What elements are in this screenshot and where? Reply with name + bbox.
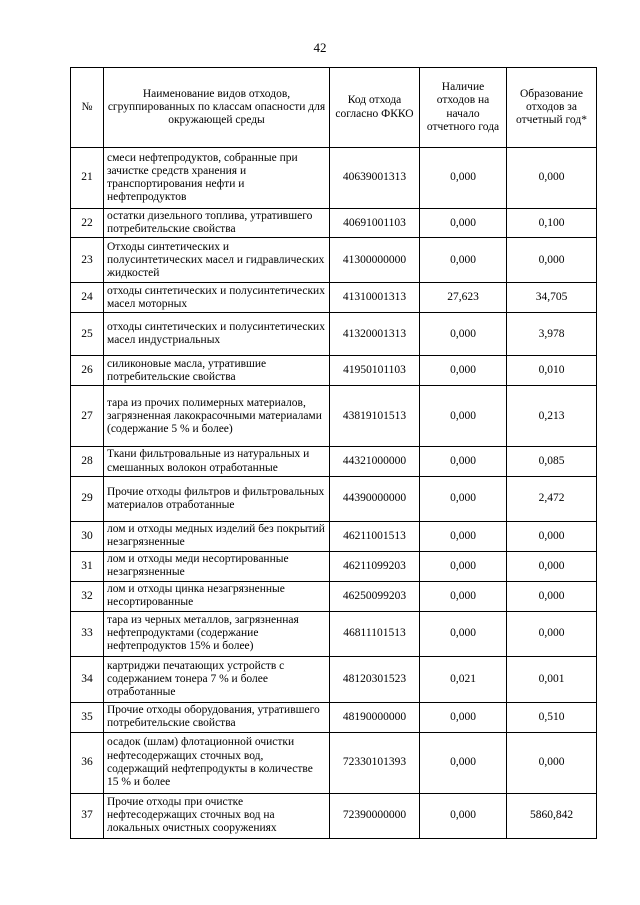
row-start-amount: 0,000 xyxy=(420,611,507,656)
row-number: 33 xyxy=(71,611,104,656)
row-waste-name: Прочие отходы оборудования, утратившего потребительские свойства xyxy=(104,702,330,732)
row-generated-amount: 0,010 xyxy=(507,356,597,386)
header-generated: Образование отходов за отчетный год* xyxy=(507,68,597,148)
table-row xyxy=(71,356,597,386)
row-waste-name: лом и отходы цинка незагрязненные несортированные xyxy=(104,581,330,611)
row-start-amount: 0,000 xyxy=(420,476,507,521)
row-number: 25 xyxy=(71,313,104,356)
row-fkko-code: 41320001313 xyxy=(330,313,420,356)
row-generated-amount: 2,472 xyxy=(507,476,597,521)
row-generated-amount: 0,100 xyxy=(507,209,597,238)
row-fkko-code: 41300000000 xyxy=(330,238,420,283)
table-row xyxy=(71,283,597,313)
table-row xyxy=(71,611,597,656)
row-start-amount: 0,000 xyxy=(420,521,507,551)
row-generated-amount: 0,213 xyxy=(507,386,597,447)
row-generated-amount: 5860,842 xyxy=(507,793,597,838)
row-generated-amount: 0,000 xyxy=(507,521,597,551)
row-waste-name: отходы синтетических и полусинтетических масел индустриальных xyxy=(104,313,330,356)
row-start-amount: 0,000 xyxy=(420,581,507,611)
row-start-amount: 27,623 xyxy=(420,283,507,313)
row-fkko-code: 46811101513 xyxy=(330,611,420,656)
row-number: 22 xyxy=(71,209,104,238)
row-number: 31 xyxy=(71,551,104,581)
row-number: 34 xyxy=(71,656,104,702)
table-row xyxy=(71,238,597,283)
row-fkko-code: 46211099203 xyxy=(330,551,420,581)
row-start-amount: 0,000 xyxy=(420,148,507,209)
row-waste-name: тара из прочих полимерных материалов, загрязненная лакокрасочными материалами (содержание 5 % и более) xyxy=(104,386,330,447)
table-row xyxy=(71,209,597,238)
row-number: 24 xyxy=(71,283,104,313)
row-generated-amount: 0,001 xyxy=(507,656,597,702)
row-waste-name: Прочие отходы фильтров и фильтровальных материалов отработанные xyxy=(104,476,330,521)
row-start-amount: 0,000 xyxy=(420,238,507,283)
row-start-amount: 0,000 xyxy=(420,702,507,732)
table-row xyxy=(71,702,597,732)
row-start-amount: 0,000 xyxy=(420,313,507,356)
waste-table xyxy=(70,67,597,839)
row-waste-name: остатки дизельного топлива, утратившего потребительские свойства xyxy=(104,209,330,238)
row-fkko-code: 44321000000 xyxy=(330,447,420,476)
row-waste-name: Ткани фильтровальные из натуральных и смешанных волокон отработанные xyxy=(104,447,330,476)
table-row xyxy=(71,476,597,521)
row-generated-amount: 0,000 xyxy=(507,238,597,283)
table-row xyxy=(71,386,597,447)
table-row xyxy=(71,793,597,838)
row-fkko-code: 41950101103 xyxy=(330,356,420,386)
row-generated-amount: 0,000 xyxy=(507,551,597,581)
row-start-amount: 0,000 xyxy=(420,447,507,476)
header-start: Наличие отходов на начало отчетного года xyxy=(420,68,507,148)
row-fkko-code: 44390000000 xyxy=(330,476,420,521)
table-header xyxy=(71,68,597,148)
row-number: 32 xyxy=(71,581,104,611)
row-number: 23 xyxy=(71,238,104,283)
table-row xyxy=(71,581,597,611)
row-waste-name: отходы синтетических и полусинтетических масел моторных xyxy=(104,283,330,313)
row-waste-name: лом и отходы меди несортированные незагрязненные xyxy=(104,551,330,581)
header-code: Код отхода согласно ФККО xyxy=(330,68,420,148)
row-number: 28 xyxy=(71,447,104,476)
row-fkko-code: 40639001313 xyxy=(330,148,420,209)
row-generated-amount: 34,705 xyxy=(507,283,597,313)
row-number: 36 xyxy=(71,732,104,793)
row-number: 29 xyxy=(71,476,104,521)
row-number: 21 xyxy=(71,148,104,209)
row-number: 27 xyxy=(71,386,104,447)
table-row xyxy=(71,656,597,702)
row-start-amount: 0,000 xyxy=(420,551,507,581)
row-fkko-code: 46211001513 xyxy=(330,521,420,551)
row-fkko-code: 43819101513 xyxy=(330,386,420,447)
row-fkko-code: 48190000000 xyxy=(330,702,420,732)
page-number: 42 xyxy=(313,40,327,55)
row-waste-name: силиконовые масла, утратившие потребительские свойства xyxy=(104,356,330,386)
header-num: № xyxy=(71,68,104,148)
row-fkko-code: 72390000000 xyxy=(330,793,420,838)
row-number: 26 xyxy=(71,356,104,386)
row-waste-name: смеси нефтепродуктов, собранные при зачистке средств хранения и транспортирования нефти и нефтепродуктов xyxy=(104,148,330,209)
row-fkko-code: 48120301523 xyxy=(330,656,420,702)
row-waste-name: тара из черных металлов, загрязненная нефтепродуктами (содержание нефтепродуктов 15% и более) xyxy=(104,611,330,656)
row-waste-name: картриджи печатающих устройств с содержанием тонера 7 % и более отработанные xyxy=(104,656,330,702)
header-name: Наименование видов отходов, сгруппированных по классам опасности для окружающей среды xyxy=(104,68,330,148)
table-body xyxy=(71,148,597,839)
row-generated-amount: 0,000 xyxy=(507,148,597,209)
row-generated-amount: 3,978 xyxy=(507,313,597,356)
row-start-amount: 0,000 xyxy=(420,386,507,447)
table-row xyxy=(71,148,597,209)
row-start-amount: 0,000 xyxy=(420,209,507,238)
table-row xyxy=(71,447,597,476)
row-fkko-code: 46250099203 xyxy=(330,581,420,611)
row-generated-amount: 0,000 xyxy=(507,611,597,656)
row-fkko-code: 40691001103 xyxy=(330,209,420,238)
row-start-amount: 0,021 xyxy=(420,656,507,702)
row-waste-name: Отходы синтетических и полусинтетических масел и гидравлических жидкостей xyxy=(104,238,330,283)
row-waste-name: осадок (шлам) флотационной очистки нефтесодержащих сточных вод, содержащий нефтепродукты в количестве 15 % и более xyxy=(104,732,330,793)
row-fkko-code: 41310001313 xyxy=(330,283,420,313)
row-number: 35 xyxy=(71,702,104,732)
table-row xyxy=(71,313,597,356)
table-row xyxy=(71,732,597,793)
row-start-amount: 0,000 xyxy=(420,356,507,386)
row-number: 30 xyxy=(71,521,104,551)
row-generated-amount: 0,510 xyxy=(507,702,597,732)
row-start-amount: 0,000 xyxy=(420,732,507,793)
table-row xyxy=(71,551,597,581)
row-waste-name: лом и отходы медных изделий без покрытий незагрязненные xyxy=(104,521,330,551)
row-generated-amount: 0,000 xyxy=(507,581,597,611)
table-row xyxy=(71,521,597,551)
row-fkko-code: 72330101393 xyxy=(330,732,420,793)
row-number: 37 xyxy=(71,793,104,838)
row-generated-amount: 0,000 xyxy=(507,732,597,793)
row-generated-amount: 0,085 xyxy=(507,447,597,476)
row-start-amount: 0,000 xyxy=(420,793,507,838)
row-waste-name: Прочие отходы при очистке нефтесодержащих сточных вод на локальных очистных сооружениях xyxy=(104,793,330,838)
